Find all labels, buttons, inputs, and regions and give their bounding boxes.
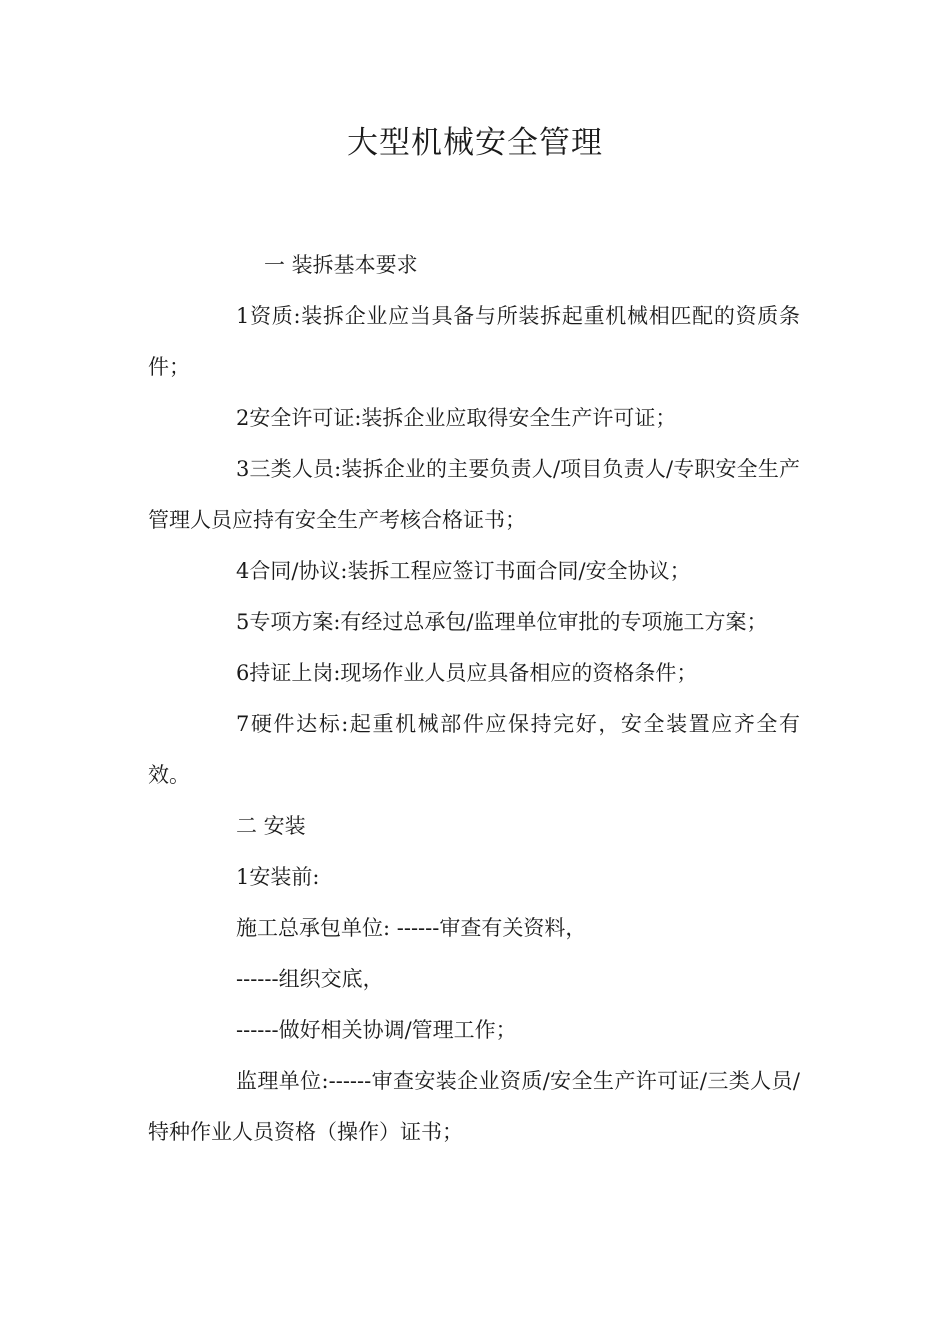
paragraph-before-install: 1安装前: xyxy=(236,865,320,889)
paragraph-safety-license: 2安全许可证:装拆企业应取得安全生产许可证； xyxy=(236,406,677,430)
section-heading-1: 一 装拆基本要求 xyxy=(264,253,418,277)
paragraph-qualification: 1资质:装拆企业应当具备与所装拆起重机械相匹配的资质条件； xyxy=(148,304,800,379)
paragraph-hardware: 7硬件达标:起重机械部件应保持完好，安全装置应齐全有效。 xyxy=(148,712,800,787)
paragraph-special-plan: 5专项方案:有经过总承包/监理单位审批的专项施工方案； xyxy=(236,610,768,634)
paragraph-contract: 4合同/协议:装拆工程应签订书面合同/安全协议； xyxy=(236,559,691,583)
paragraph-organize-briefing: ------组织交底， xyxy=(236,967,384,991)
document-body xyxy=(148,240,800,1158)
document-title: 大型机械安全管理 xyxy=(347,125,603,161)
paragraph-supervision-unit: 监理单位:------审查安装企业资质/安全生产许可证/三类人员/特种作业人员资格（操作）证书； xyxy=(148,1069,800,1144)
paragraph-certified-work: 6持证上岗:现场作业人员应具备相应的资格条件； xyxy=(236,661,698,685)
paragraph-general-contractor: 施工总承包单位: ------审查有关资料， xyxy=(236,916,587,940)
section-heading-2: 二 安装 xyxy=(236,814,306,838)
paragraph-coordination: ------做好相关协调/管理工作； xyxy=(236,1018,517,1042)
paragraph-three-personnel: 3三类人员:装拆企业的主要负责人/项目负责人/专职安全生产管理人员应持有安全生产考核合格证书； xyxy=(148,457,800,532)
